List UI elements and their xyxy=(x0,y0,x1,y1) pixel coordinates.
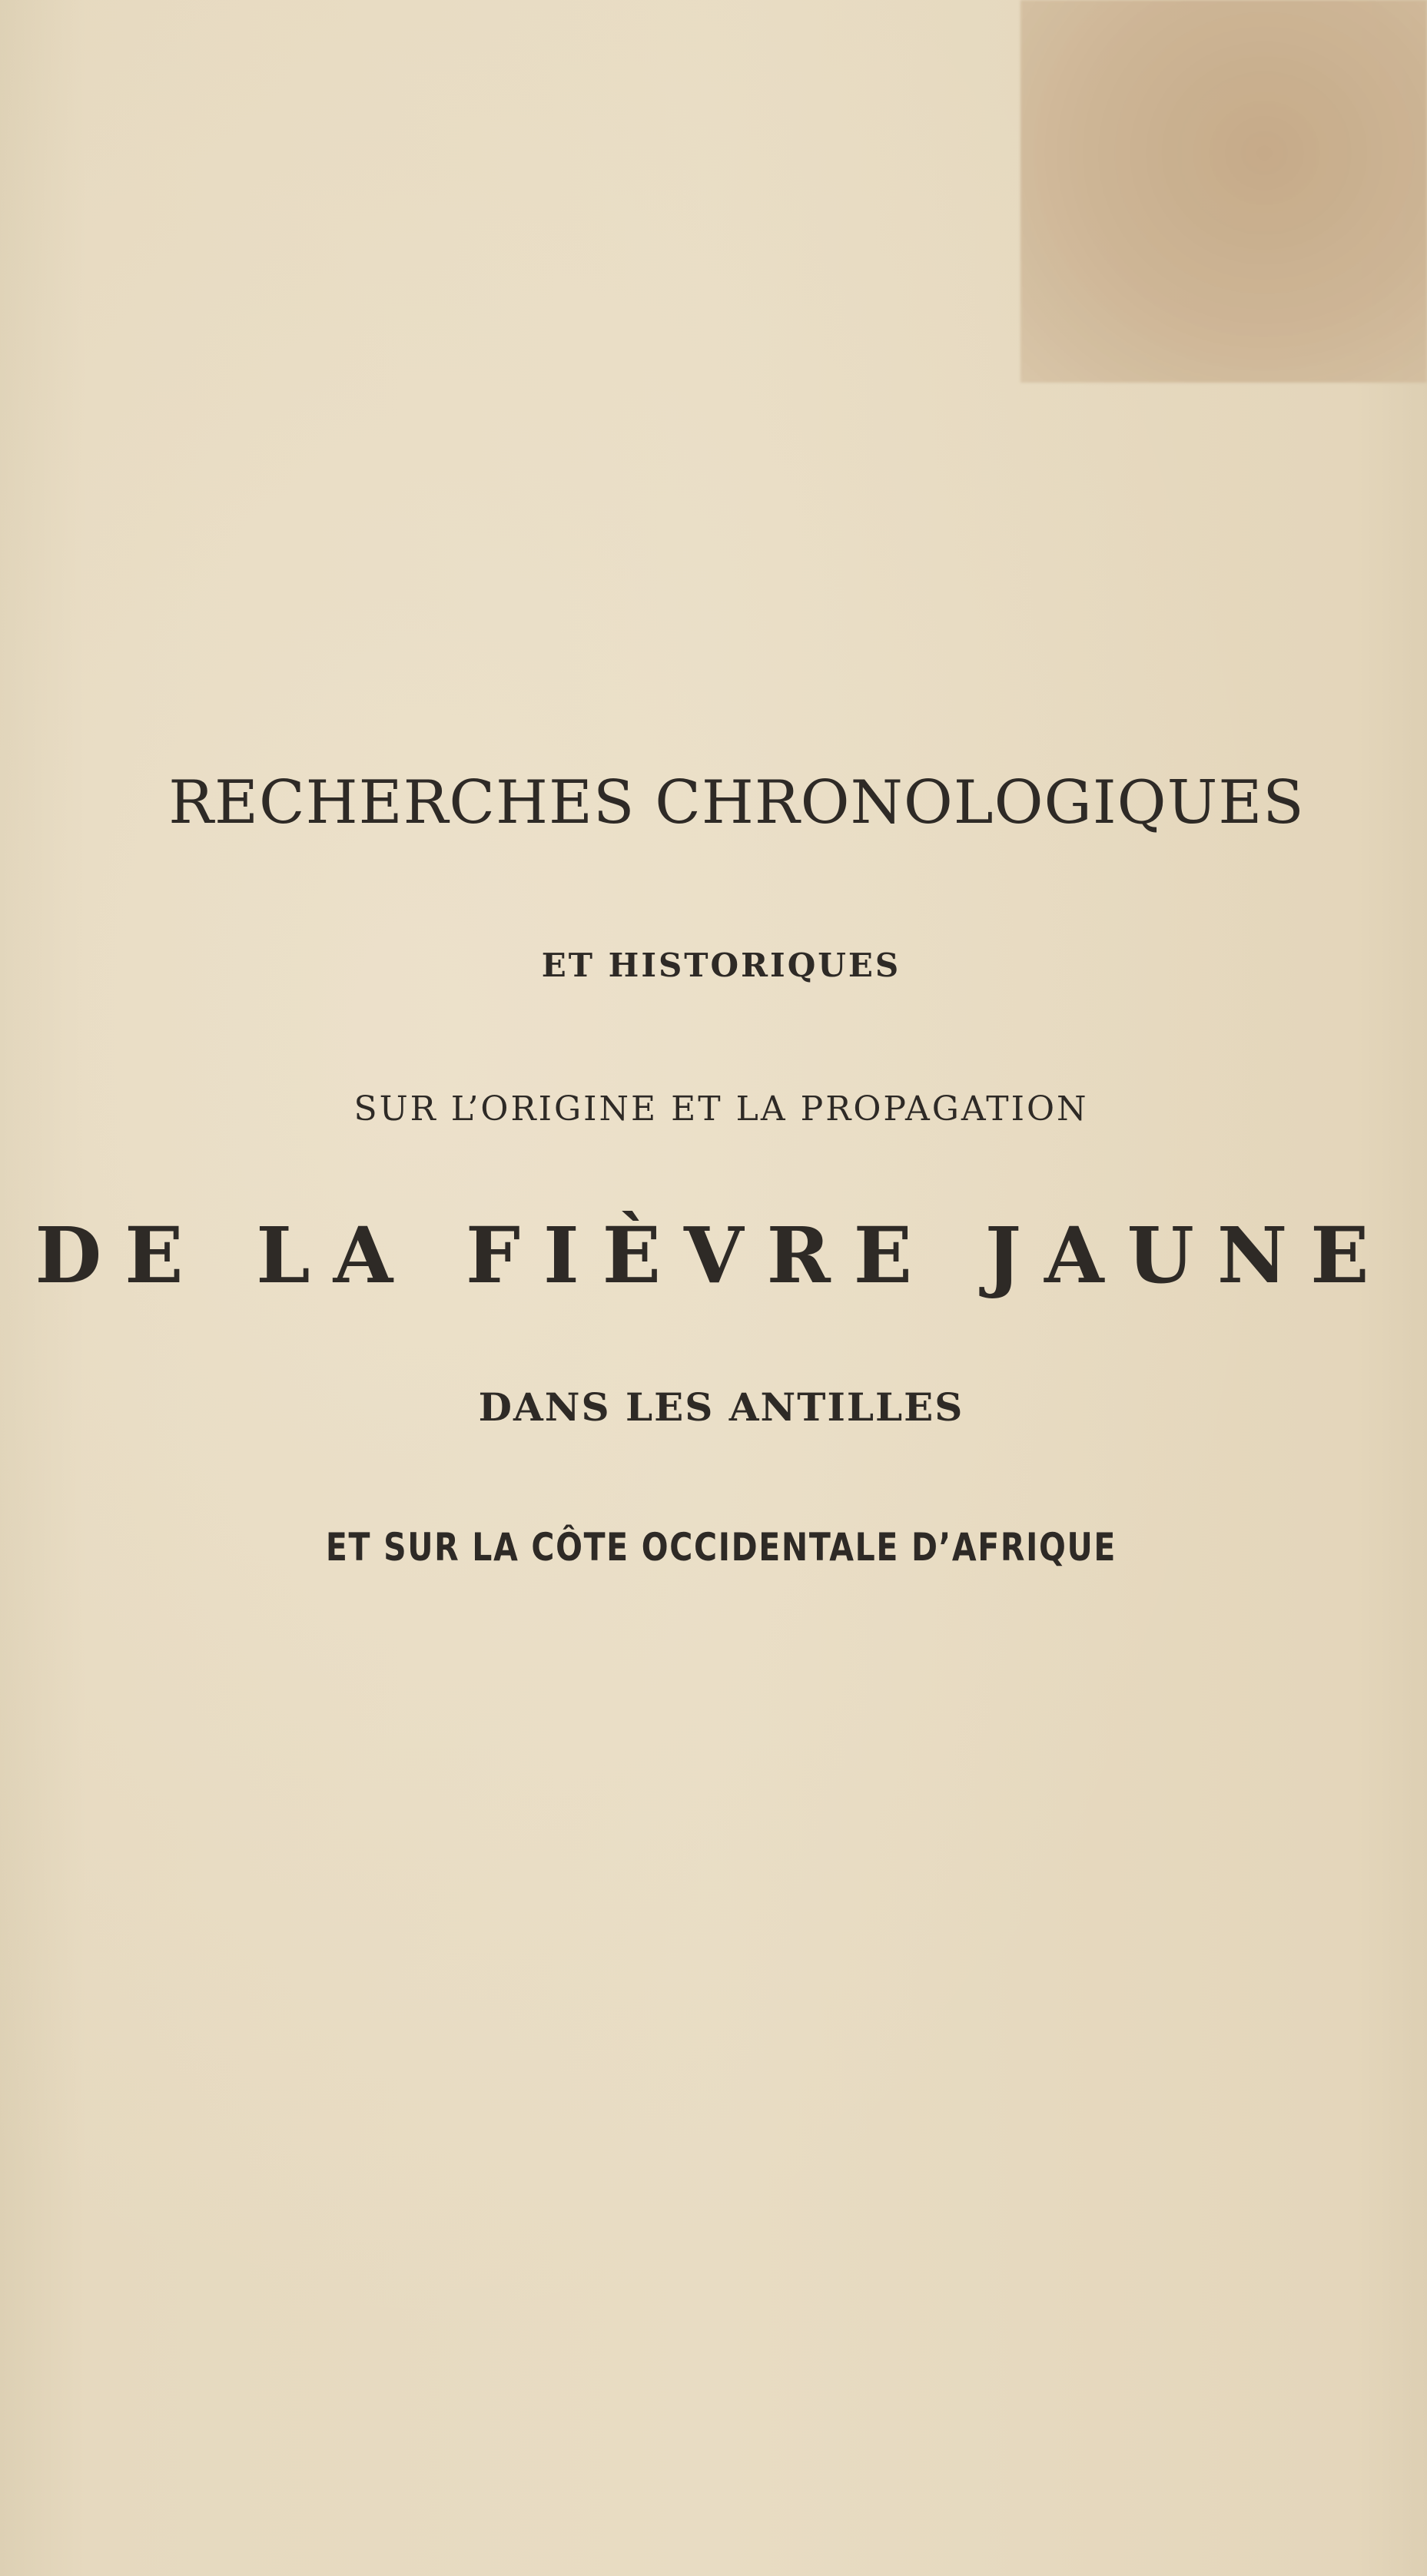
main-title: DE LA FIÈVRE JAUNE xyxy=(35,1210,1392,1301)
title-line-recherches: RECHERCHES CHRONOLOGIQUES xyxy=(168,768,1305,837)
title-line-antilles: DANS LES ANTILLES xyxy=(478,1384,964,1430)
title-line-origine: SUR L’ORIGINE ET LA PROPAGATION xyxy=(353,1089,1089,1129)
title-line-afrique: ET SUR LA CÔTE OCCIDENTALE D’AFRIQUE xyxy=(325,1525,1117,1570)
title-line-historiques: ET HISTORIQUES xyxy=(541,947,901,984)
paper-stain xyxy=(1020,0,1427,383)
